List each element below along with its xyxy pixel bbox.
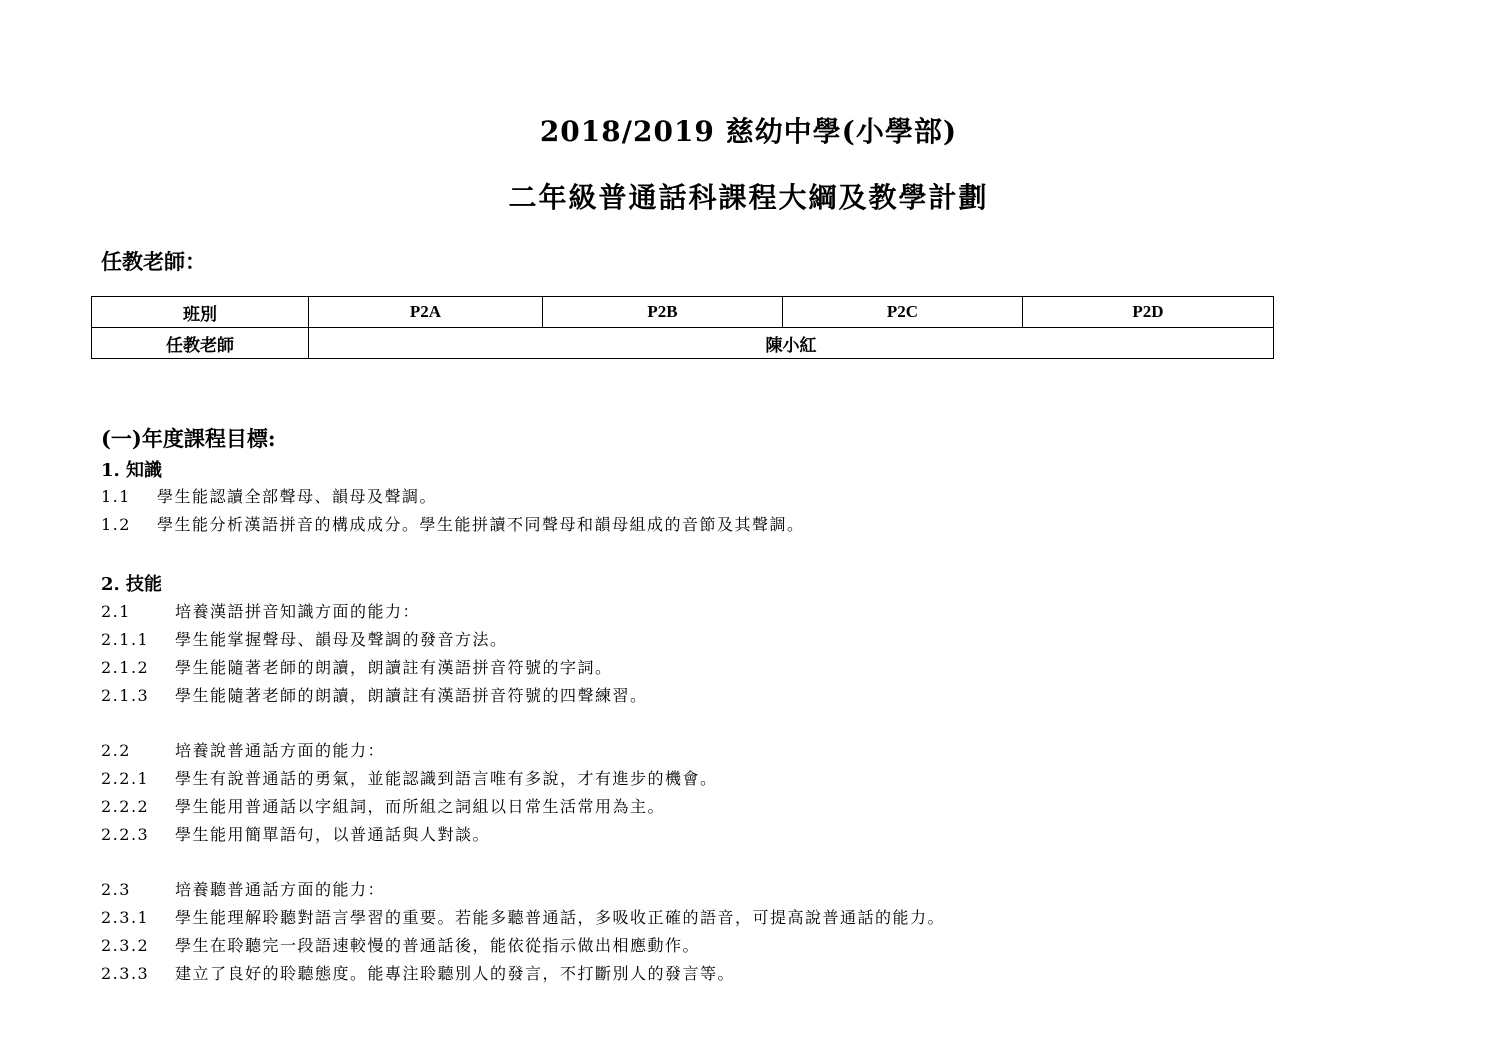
item-text: 學生能用簡單語句，以普通話與人對談。: [175, 825, 491, 844]
teacher-heading: 任教老師：: [101, 249, 206, 274]
list-item: [101, 766, 718, 789]
group-title: [101, 877, 385, 900]
skills-heading: 2. 技能: [101, 574, 163, 595]
item-number: 2.2.3: [101, 825, 150, 844]
item-number: 2.3.3: [101, 964, 150, 983]
teacher-row: [92, 328, 1274, 359]
item-number: 2.2.2: [101, 797, 150, 816]
item-text: 學生有說普通話的勇氣，並能認識到語言唯有多說，才有進步的機會。: [175, 769, 718, 788]
group-title-text: 培養聽普通話方面的能力：: [175, 880, 386, 899]
item-text: 學生能掌握聲母、韻母及聲調的發音方法。: [175, 630, 508, 649]
group-number: 2.3: [101, 880, 131, 899]
knowledge-heading: 1. 知識: [101, 460, 163, 481]
group-title: [101, 599, 420, 622]
group-number: 2.1: [101, 602, 131, 621]
document-title: 2018/2019 慈幼中學(小學部): [539, 115, 958, 148]
class-label-cell: 班別: [92, 297, 309, 328]
class-cell-p2c: P2C: [783, 297, 1023, 328]
class-row: [92, 297, 1274, 328]
item-number: 2.3.2: [101, 936, 150, 955]
list-item: [101, 484, 437, 507]
list-item: [101, 683, 648, 706]
class-cell-p2d: P2D: [1023, 297, 1274, 328]
item-number: 2.2.1: [101, 769, 150, 788]
item-text: 建立了良好的聆聽態度。能專注聆聽別人的發言，不打斷別人的發言等。: [175, 964, 736, 983]
section-heading-annual-goals: (一)年度課程目標:: [101, 426, 276, 451]
teacher-name-cell: 陳小紅: [309, 328, 1274, 359]
item-number: 2.1.1: [101, 630, 150, 649]
item-text: 學生能隨著老師的朗讀，朗讀註有漢語拼音符號的字詞。: [175, 658, 613, 677]
list-item: [101, 512, 805, 535]
list-item: [101, 627, 508, 650]
item-number: 2.1.3: [101, 686, 150, 705]
item-text: 學生能用普通話以字組詞，而所組之詞組以日常生活常用為主。: [175, 797, 666, 816]
class-cell-p2a: P2A: [309, 297, 543, 328]
class-teacher-table: [91, 296, 1274, 359]
class-cell-p2b: P2B: [543, 297, 783, 328]
list-item: [101, 933, 700, 956]
group-title-text: 培養漢語拼音知識方面的能力：: [175, 602, 421, 621]
list-item: [101, 822, 490, 845]
list-item: [101, 655, 613, 678]
item-number: 2.1.2: [101, 658, 150, 677]
list-item: [101, 961, 735, 984]
group-title-text: 培養說普通話方面的能力：: [175, 741, 386, 760]
document-subtitle: 二年級普通話科課程大綱及教學計劃: [508, 181, 989, 214]
group-title: [101, 738, 385, 761]
item-text: 學生能理解聆聽對語言學習的重要。若能多聽普通話，多吸收正確的語音，可提高說普通話的能力。: [175, 908, 946, 927]
item-text: 學生能隨著老師的朗讀，朗讀註有漢語拼音符號的四聲練習。: [175, 686, 648, 705]
teacher-label-cell: 任教老師: [92, 328, 309, 359]
group-number: 2.2: [101, 741, 131, 760]
list-item: [101, 794, 665, 817]
item-number: 2.3.1: [101, 908, 150, 927]
item-text: 學生能分析漢語拼音的構成成分。學生能拼讀不同聲母和韻母組成的音節及其聲調。: [157, 515, 805, 534]
list-item: [101, 905, 945, 928]
item-number: 1.2: [101, 515, 131, 534]
item-text: 學生能認讀全部聲母、韻母及聲調。: [157, 487, 438, 506]
item-number: 1.1: [101, 487, 131, 506]
item-text: 學生在聆聽完一段語速較慢的普通話後，能依從指示做出相應動作。: [175, 936, 701, 955]
